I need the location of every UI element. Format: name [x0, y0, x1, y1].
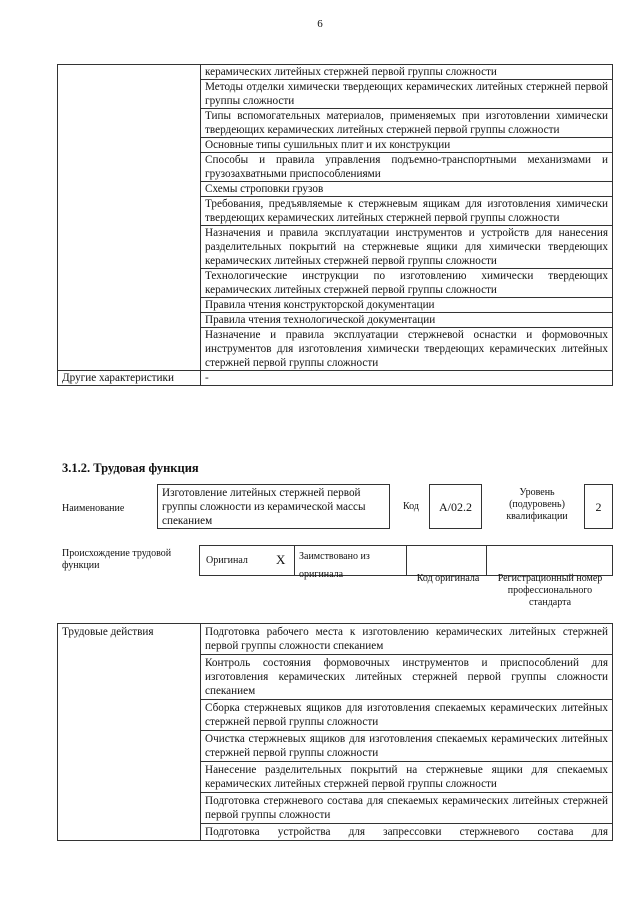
labor-action-item: Очистка стержневых ящиков для изготовления спекаемых керамических литейных стержней первой группы сложности: [201, 731, 613, 762]
borrowed-label: Заимствовано из оригинала: [299, 551, 370, 580]
name-label: Наименование: [62, 503, 125, 514]
original-code-cell: [406, 545, 487, 576]
knowledge-table: [57, 64, 613, 386]
knowledge-item: Требования, предъявляемые к стержневым ящикам для изготовления химически твердеющих керамических литейных стержней первой группы сложности: [201, 197, 613, 226]
knowledge-item: Способы и правила управления подъемно-транспортными механизмами и грузозахватными приспособлениями: [201, 153, 613, 182]
labor-action-item: Подготовка рабочего места к изготовлению керамических литейных стержней первой группы сложности спеканием: [201, 624, 613, 655]
labor-action-item: Подготовка стержневого состава для спекаемых керамических литейных стержней первой группы сложности: [201, 793, 613, 824]
knowledge-item: керамических литейных стержней первой группы сложности: [201, 65, 613, 80]
other-characteristics-value: -: [201, 371, 613, 386]
labor-action-item: Нанесение разделительных покрытий на стержневые ящики для спекаемых керамических литейных стержней первой группы сложности: [201, 762, 613, 793]
knowledge-item: Схемы строповки грузов: [201, 182, 613, 197]
labor-actions-table: [57, 623, 613, 841]
knowledge-item: Основные типы сушильных плит и их конструкции: [201, 138, 613, 153]
code-label: Код: [403, 501, 419, 512]
code-box: A/02.2: [429, 484, 482, 529]
code-caption: Код оригинала: [416, 573, 480, 584]
knowledge-item: Правила чтения конструкторской документации: [201, 298, 613, 313]
origin-label: Происхождение трудовой функции: [62, 548, 172, 571]
knowledge-item: Правила чтения технологической документации: [201, 313, 613, 328]
labor-actions-label: Трудовые действия: [58, 624, 201, 841]
labor-action-item: Контроль состояния формовочных инструментов и приспособлений для изготовления керамических литейных стержней первой группы сложности спеканием: [201, 655, 613, 700]
section-heading: 3.1.2. Трудовая функция: [62, 461, 199, 475]
page-number: 6: [317, 18, 323, 30]
labor-action-item: Подготовка устройства для запрессовки стержневого состава для: [201, 824, 613, 841]
knowledge-item: Назначение и правила эксплуатации стержневой оснастки и формовочных инструментов для изготовления химически твердеющих керамических литейных стержней первой группы сложности: [201, 328, 613, 371]
level-label: Уровень (подуровень) квалификации: [506, 487, 568, 522]
knowledge-label-cell: [58, 65, 201, 371]
original-cell: [199, 545, 295, 576]
reg-number-cell: [486, 545, 613, 576]
borrowed-cell: [294, 545, 407, 580]
knowledge-item: Типы вспомогательных материалов, применяемых при изготовлении химически твердеющих керамических литейных стержней первой группы сложности: [201, 109, 613, 138]
level-box: 2: [584, 484, 613, 529]
labor-action-item: Сборка стержневых ящиков для изготовления спекаемых керамических литейных стержней первой группы сложности: [201, 700, 613, 731]
knowledge-item: Методы отделки химически твердеющих керамических литейных стержней первой группы сложности: [201, 80, 613, 109]
reg-caption: Регистрационный номер профессионального стандарта: [497, 573, 603, 608]
original-label: Оригинал: [206, 555, 248, 566]
original-mark: X: [276, 552, 286, 567]
function-name-box: Изготовление литейных стержней первой группы сложности из керамической массы спеканием: [157, 484, 390, 529]
knowledge-item: Технологические инструкции по изготовлению химически твердеющих керамических литейных стержней первой группы сложности: [201, 269, 613, 298]
other-characteristics-label: Другие характеристики: [58, 371, 201, 386]
knowledge-item: Назначения и правила эксплуатации инструментов и устройств для нанесения разделительных покрытий на стержневые ящики для химически твердеющих керамических литейных стержней первой группы сложности: [201, 226, 613, 269]
